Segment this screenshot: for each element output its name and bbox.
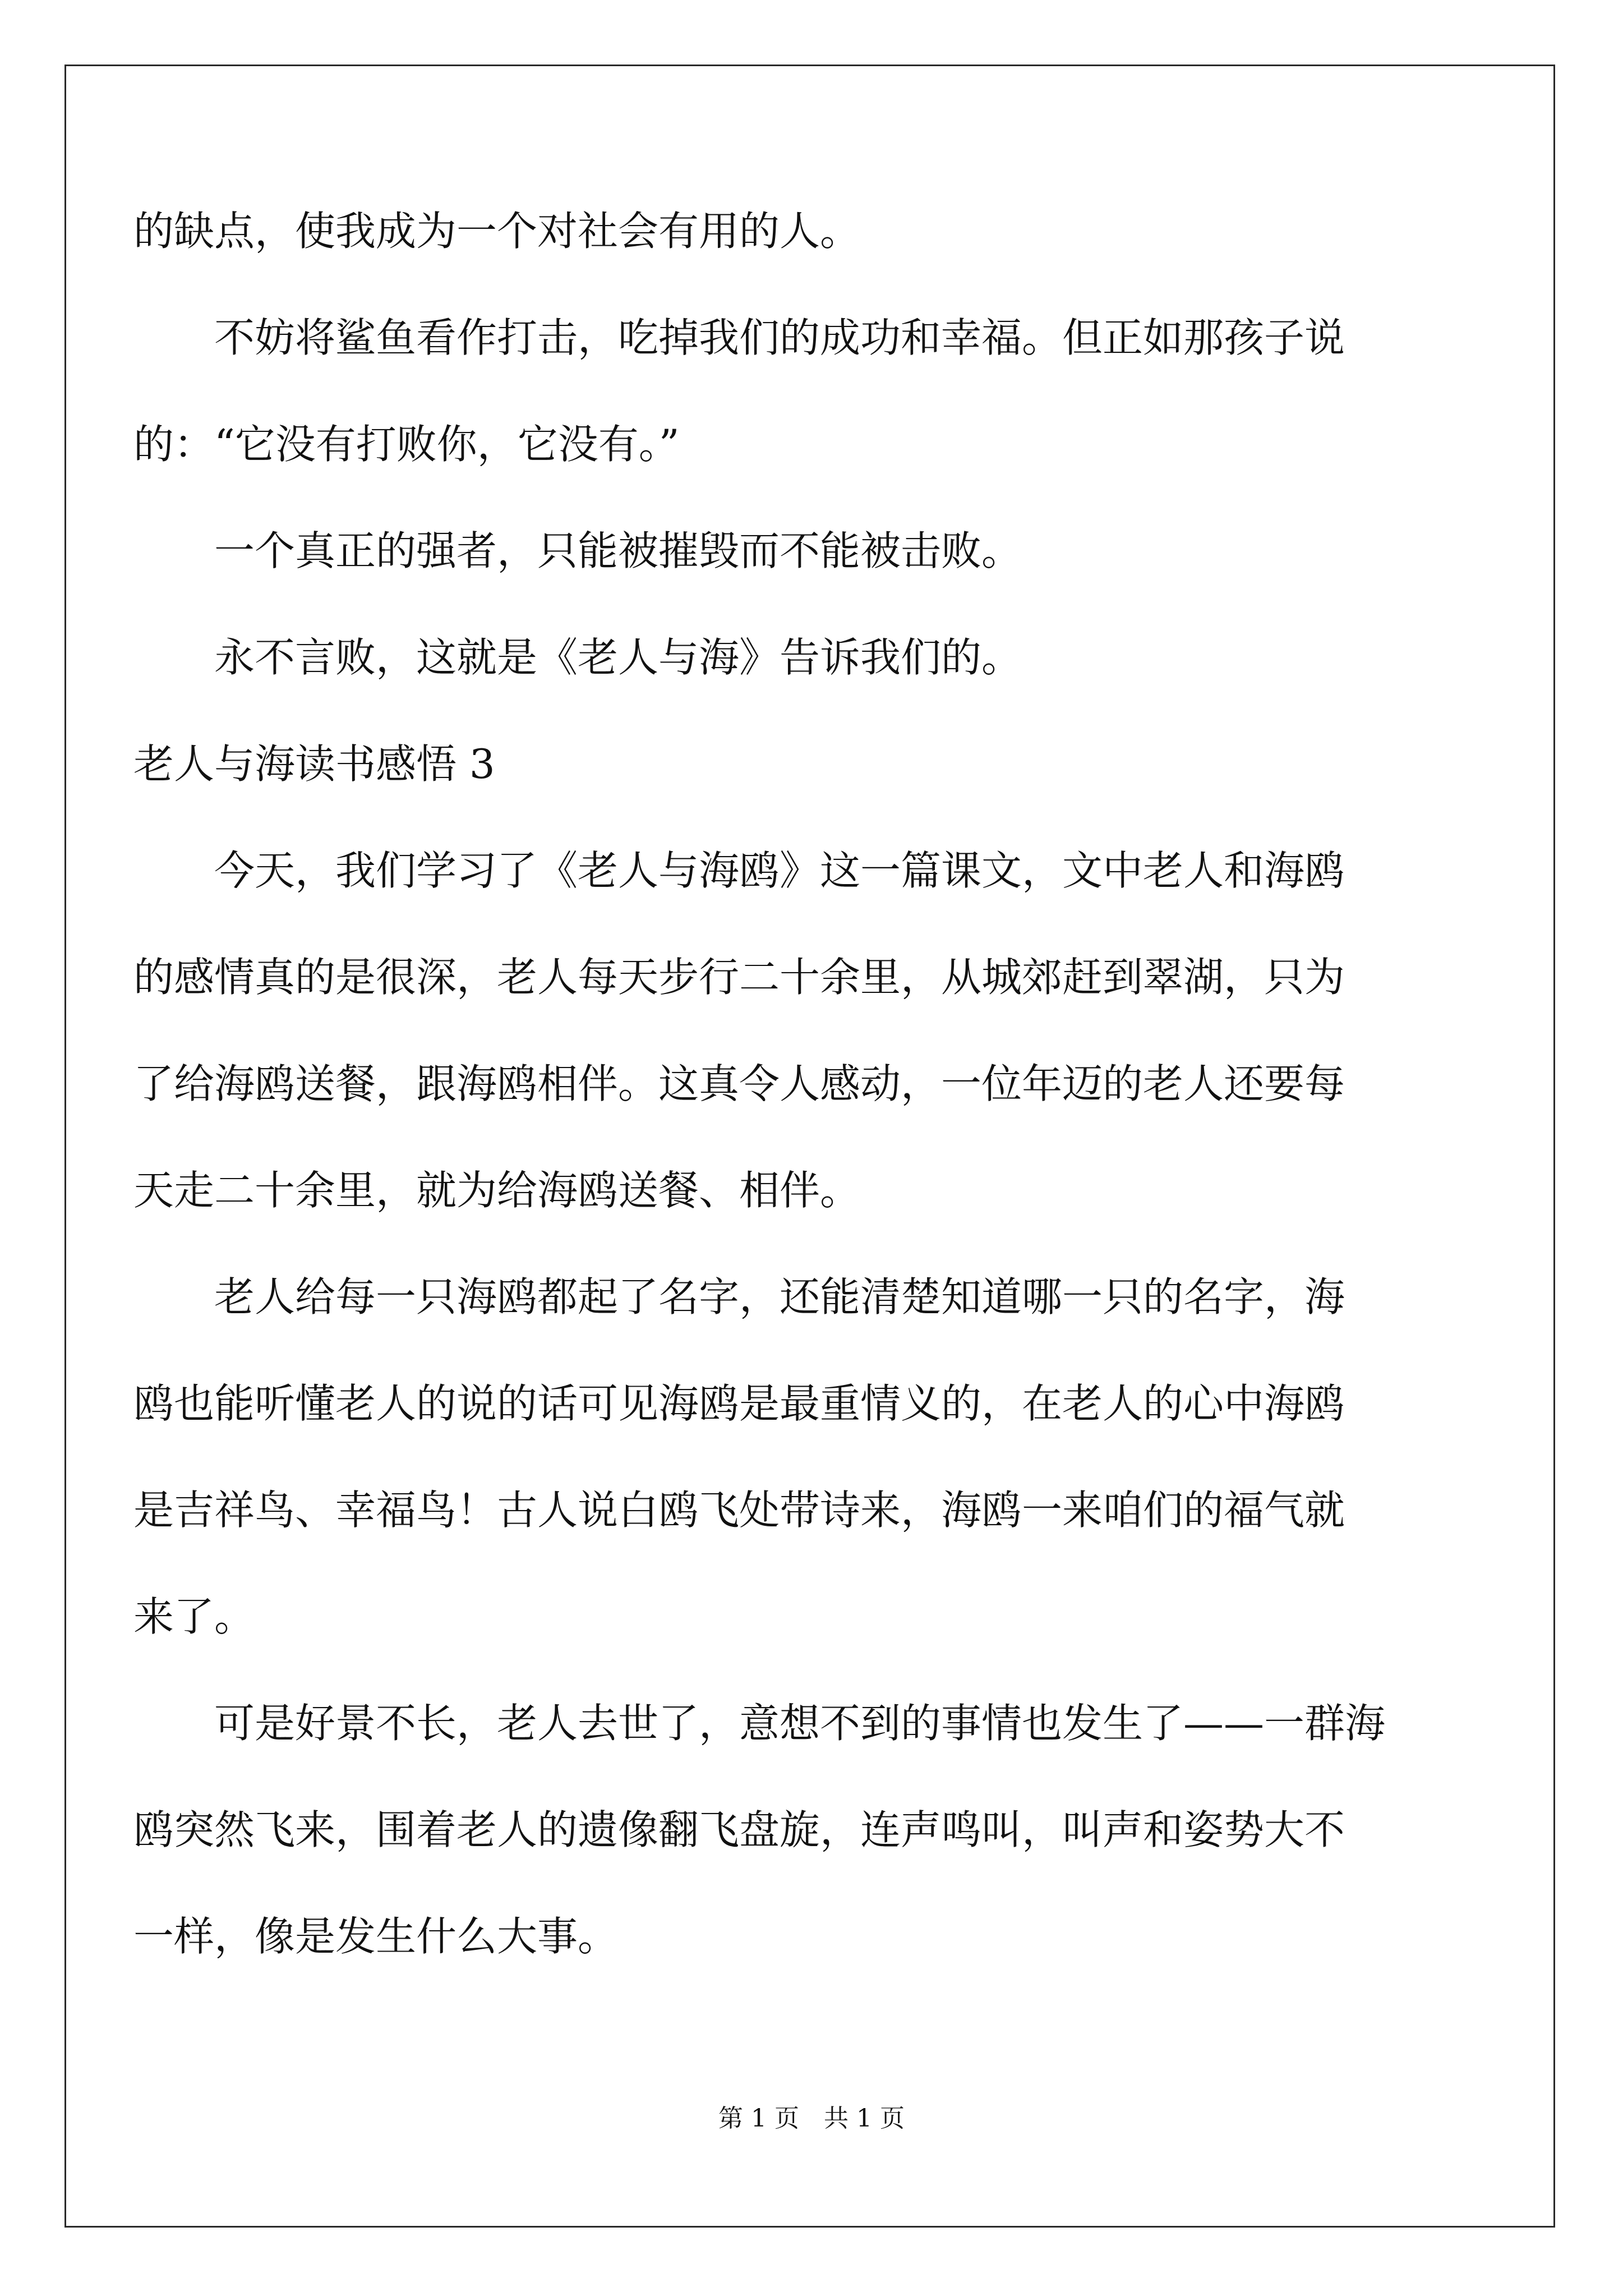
text-line: 的缺点，使我成为一个对社会有用的人。	[133, 208, 861, 255]
text-line: 是吉祥鸟、幸福鸟！古人说白鸥飞处带诗来，海鸥一来咱们的福气就	[133, 1487, 1345, 1534]
text-line: 不妨将鲨鱼看作打击，吃掉我们的成功和幸福。但正如那孩子说	[214, 314, 1345, 361]
text-line: 来了。	[133, 1593, 255, 1640]
text-line: 的：“它没有打败你，它没有。”	[133, 421, 680, 468]
text-line: 今天，我们学习了《老人与海鸥》这一篇课文，文中老人和海鸥	[214, 847, 1345, 894]
section-heading: 老人与海读书感悟 3	[133, 740, 495, 788]
text-line: 鸥也能听懂老人的说的话可见海鸥是最重情义的，在老人的心中海鸥	[133, 1380, 1345, 1427]
text-line: 一样，像是发生什么大事。	[133, 1913, 619, 1960]
document-body	[133, 178, 1432, 1990]
text-line: 鸥突然飞来，围着老人的遗像翻飞盘旋，连声鸣叫，叫声和姿势大不	[133, 1806, 1345, 1853]
text-line: 了给海鸥送餐，跟海鸥相伴。这真令人感动，一位年迈的老人还要每	[133, 1060, 1345, 1107]
text-line: 老人给每一只海鸥都起了名字，还能清楚知道哪一只的名字，海	[214, 1273, 1345, 1320]
page-number-footer: 第 1 页 共 1 页	[718, 2104, 905, 2133]
text-line: 可是好景不长，老人去世了，意想不到的事情也发生了——一群海	[214, 1700, 1386, 1747]
text-line: 的感情真的是很深，老人每天步行二十余里，从城郊赶到翠湖，只为	[133, 954, 1345, 1001]
text-line: 一个真正的强者，只能被摧毁而不能被击败。	[214, 527, 1022, 574]
text-line: 天走二十余里，就为给海鸥送餐、相伴。	[133, 1167, 861, 1214]
text-line: 永不言败，这就是《老人与海》告诉我们的。	[214, 634, 1022, 681]
